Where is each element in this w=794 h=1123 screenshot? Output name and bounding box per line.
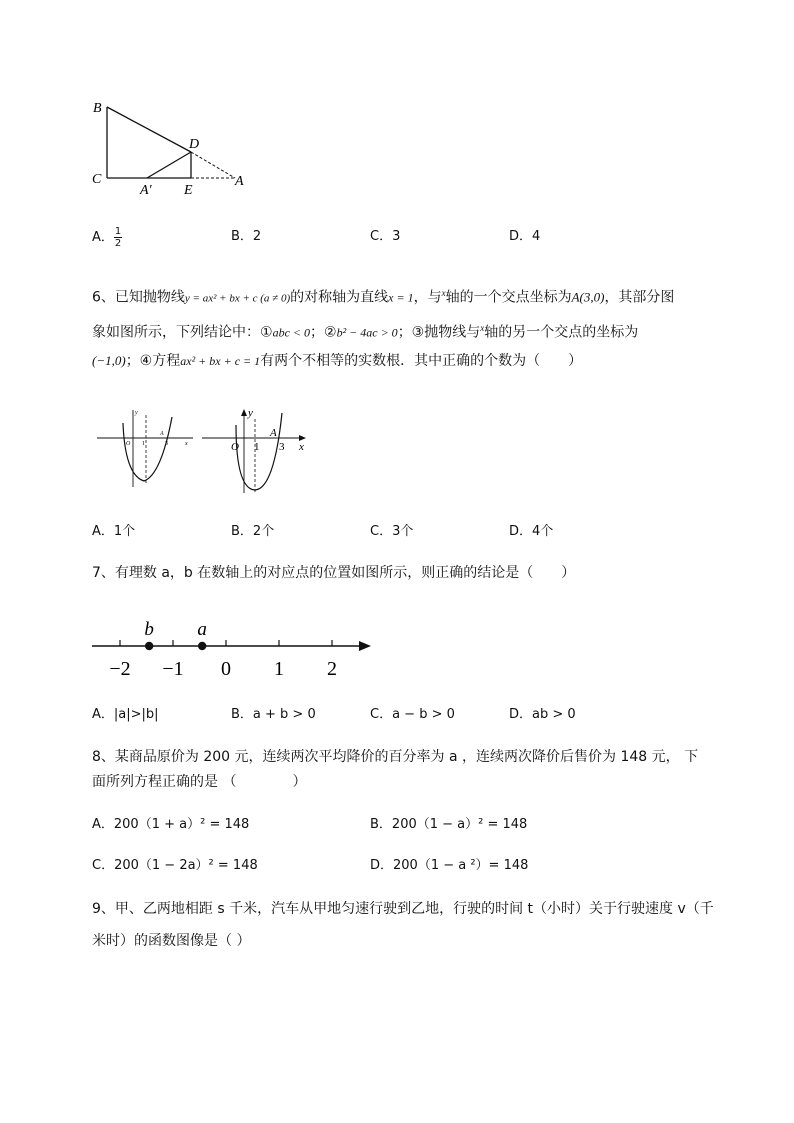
segment-da-prime [147,152,191,178]
q8-option-b[interactable]: B．200（1 − a）² = 148 [370,817,528,832]
option-letter: A． [92,230,114,245]
tick-label: −1 [162,658,184,680]
q5-option-a[interactable] [92,226,122,249]
label-a: A [235,174,244,189]
q7-option-a[interactable]: A．|a|>|b| [92,707,159,722]
label-origin: O [126,441,131,447]
q8-option-d[interactable]: D．200（1 − a ²）= 148 [370,858,529,873]
label-one: 1 [142,441,145,447]
q5-option-c[interactable] [370,228,400,246]
q7-number-line [88,610,378,685]
point-a [198,642,206,650]
label-a: A [160,431,164,437]
q7-stem: 7、有理数 a，b 在数轴上的对应点的位置如图所示，则正确的结论是（ ） [92,565,576,581]
q8-stem-line-1: 8、某商品原价为 200 元，连续两次平均降价的百分率为 a ，连续两次降价后售价为 148 元， 下 [92,749,699,765]
label-three: 3 [279,441,285,453]
q6-stem-line-1: 6、已知抛物线y = ax² + bx + c (a ≠ 0)的对称轴为直线x = 1，与$^x$轴的一个交点坐标为A(3,0)，其部分图 [92,288,675,306]
tick-label: 0 [221,658,231,680]
label-x: x [299,441,304,453]
q7-option-c[interactable]: C．a − b > 0 [370,707,455,722]
q6-parabola-graph-small [95,405,195,495]
label-three: 3 [165,441,168,447]
q6-option-a[interactable]: A．1个 [92,524,136,539]
dashed-da [191,152,235,178]
option-letter: B． [231,229,253,244]
tick-label: −2 [109,658,131,680]
point-b [145,642,153,650]
q6-stem-line-3: (−1,0)；④方程ax² + bx + c = 1有两个不相等的实数根．其中正确的个数为（ ） [92,353,583,369]
option-letter: D． [509,229,533,244]
option-value: 4 [532,229,541,244]
label-d: D [189,137,200,152]
q6-parabola-graph-large [200,405,310,500]
label-a-prime: A′ [140,183,152,198]
fraction-one-half: $\frac{1}{2}$ [114,226,122,249]
q8-option-c[interactable]: C．200（1 − 2a）² = 148 [92,858,258,873]
q8-stem-line-2: 面所列方程正确的是 （ ） [92,774,307,790]
tick-label: 1 [274,658,284,680]
number-line-arrow [359,641,371,651]
segment-bd [107,107,191,152]
label-e: E [184,183,193,198]
q9-stem-line-1: 9、甲、乙两地相距 s 千米，汽车从甲地匀速行驶到乙地，行驶的时间 t（小时）关于行驶速度 v（千 [92,901,714,917]
q6-option-b[interactable]: B．2个 [231,524,275,539]
label-b: B [93,101,102,116]
option-value: 3 [392,229,401,244]
q5-option-b[interactable] [231,228,261,246]
q6-option-d[interactable]: D．4个 [509,524,554,539]
q5-option-d[interactable] [509,228,540,246]
label-one: 1 [254,441,260,453]
q8-option-a[interactable]: A．200（1 + a）² = 148 [92,817,250,832]
label-a: A [270,427,277,439]
q7-option-b[interactable]: B．a + b > 0 [231,707,316,722]
option-letter: C． [370,229,393,244]
q7-option-d[interactable]: D．ab > 0 [509,707,576,722]
point-label-b: b [144,619,154,640]
label-y: y [248,407,253,419]
parabola-curve [123,417,172,481]
option-value: 2 [252,229,262,244]
tick-label: 2 [327,658,337,680]
q6-option-c[interactable]: C．3个 [370,524,414,539]
point-label-a: a [197,619,207,640]
label-origin: O [231,441,239,453]
label-x: x [185,441,188,447]
label-c: C [92,172,102,187]
q6-stem-line-2: 象如图所示，下列结论中：①abc < 0；②b² − 4ac > 0；③抛物线与$^x$轴的另一个交点的坐标为 [92,323,639,341]
q5-triangle-figure [85,95,255,200]
y-axis-arrow [241,409,247,416]
q9-stem-line-2: 米时）的函数图像是（ ） [92,933,251,949]
label-y: y [135,410,138,416]
